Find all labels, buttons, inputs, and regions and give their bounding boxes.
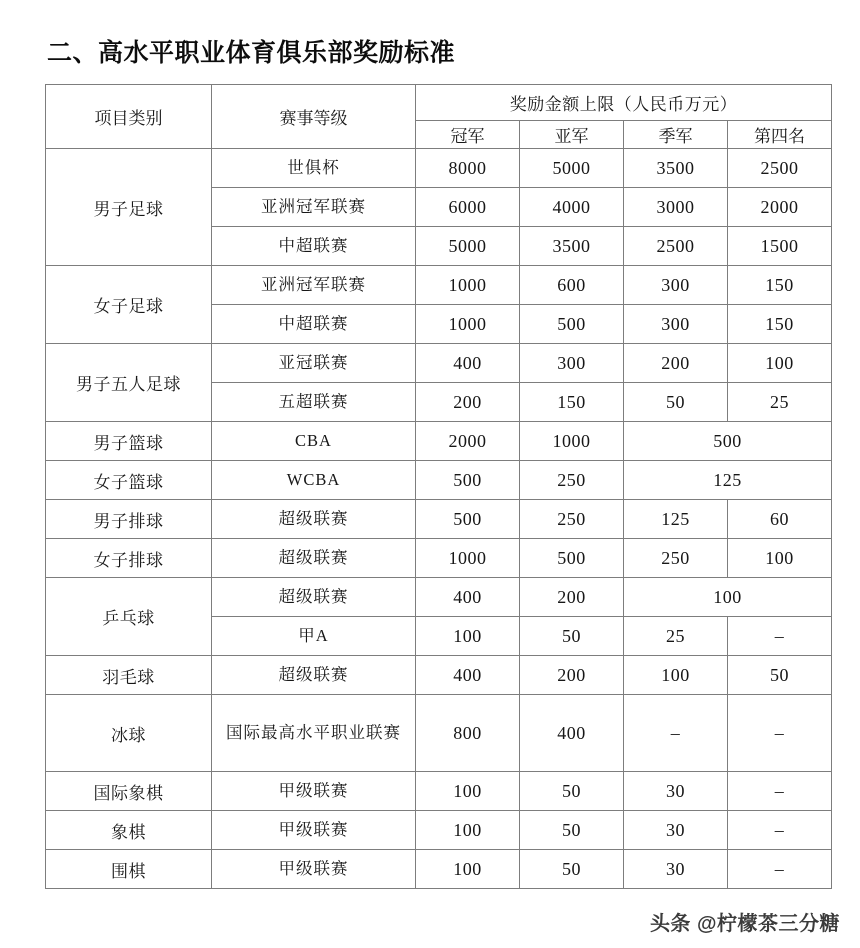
cell-amount-rank-2: 50 — [520, 617, 624, 656]
cell-amount-rank-1: 1000 — [416, 266, 520, 305]
cell-amount-rank-4: – — [728, 850, 832, 889]
cell-amount-rank-2: 4000 — [520, 188, 624, 227]
cell-amount-rank-2: 600 — [520, 266, 624, 305]
cell-amount-rank-2: 1000 — [520, 422, 624, 461]
table-row — [46, 850, 832, 889]
cell-level: 超级联赛 — [212, 539, 416, 578]
cell-amount-rank-4: 1500 — [728, 227, 832, 266]
table-row — [46, 422, 832, 461]
cell-level: 世俱杯 — [212, 149, 416, 188]
column-header-rank-3: 季军 — [624, 121, 728, 149]
table-row — [46, 811, 832, 850]
cell-amount-rank-4: – — [728, 695, 832, 772]
cell-amount-rank-3: 2500 — [624, 227, 728, 266]
cell-category: 男子五人足球 — [46, 344, 212, 422]
cell-amount-rank-3: 50 — [624, 383, 728, 422]
cell-category: 国际象棋 — [46, 772, 212, 811]
cell-category: 男子排球 — [46, 500, 212, 539]
table-row — [46, 695, 832, 772]
cell-amount-rank-3: 125 — [624, 461, 832, 500]
cell-amount-rank-3: 500 — [624, 422, 832, 461]
cell-amount-rank-1: 400 — [416, 344, 520, 383]
cell-amount-rank-3: 30 — [624, 772, 728, 811]
table-body — [46, 149, 832, 889]
cell-amount-rank-3: 30 — [624, 811, 728, 850]
cell-amount-rank-1: 400 — [416, 578, 520, 617]
column-header-level: 赛事等级 — [212, 85, 416, 149]
table-row — [46, 344, 832, 383]
cell-amount-rank-3: 3500 — [624, 149, 728, 188]
cell-level: 甲级联赛 — [212, 811, 416, 850]
table-row — [46, 772, 832, 811]
cell-amount-rank-3: 250 — [624, 539, 728, 578]
cell-amount-rank-4: 25 — [728, 383, 832, 422]
cell-category: 女子篮球 — [46, 461, 212, 500]
cell-amount-rank-2: 250 — [520, 461, 624, 500]
cell-amount-rank-1: 500 — [416, 500, 520, 539]
cell-amount-rank-3: 30 — [624, 850, 728, 889]
column-header-rank-4: 第四名 — [728, 121, 832, 149]
header-row-primary — [46, 85, 832, 121]
cell-amount-rank-3: 300 — [624, 305, 728, 344]
cell-level: 甲A — [212, 617, 416, 656]
cell-level: 中超联赛 — [212, 305, 416, 344]
cell-amount-rank-2: 200 — [520, 578, 624, 617]
cell-amount-rank-2: 250 — [520, 500, 624, 539]
cell-amount-rank-4: 50 — [728, 656, 832, 695]
cell-amount-rank-4: – — [728, 772, 832, 811]
cell-amount-rank-4: 60 — [728, 500, 832, 539]
cell-category: 羽毛球 — [46, 656, 212, 695]
cell-amount-rank-2: 50 — [520, 850, 624, 889]
cell-amount-rank-1: 6000 — [416, 188, 520, 227]
cell-category: 冰球 — [46, 695, 212, 772]
cell-amount-rank-2: 50 — [520, 772, 624, 811]
cell-amount-rank-1: 500 — [416, 461, 520, 500]
cell-amount-rank-1: 100 — [416, 850, 520, 889]
cell-amount-rank-4: 100 — [728, 539, 832, 578]
cell-amount-rank-3: 125 — [624, 500, 728, 539]
cell-level: 超级联赛 — [212, 656, 416, 695]
cell-category: 男子足球 — [46, 149, 212, 266]
cell-amount-rank-1: 8000 — [416, 149, 520, 188]
column-header-amount: 奖励金额上限（人民币万元） — [416, 85, 832, 121]
cell-level: 甲级联赛 — [212, 850, 416, 889]
cell-amount-rank-1: 400 — [416, 656, 520, 695]
cell-level: 甲级联赛 — [212, 772, 416, 811]
cell-amount-rank-1: 1000 — [416, 539, 520, 578]
cell-amount-rank-2: 150 — [520, 383, 624, 422]
table-row — [46, 500, 832, 539]
cell-amount-rank-1: 800 — [416, 695, 520, 772]
table-row — [46, 539, 832, 578]
cell-amount-rank-1: 2000 — [416, 422, 520, 461]
cell-amount-rank-1: 200 — [416, 383, 520, 422]
cell-level: WCBA — [212, 461, 416, 500]
cell-category: 象棋 — [46, 811, 212, 850]
cell-amount-rank-4: – — [728, 811, 832, 850]
cell-amount-rank-2: 500 — [520, 305, 624, 344]
award-standards-table — [45, 84, 832, 889]
cell-amount-rank-3: 100 — [624, 578, 832, 617]
table-header — [46, 85, 832, 149]
cell-amount-rank-3: 200 — [624, 344, 728, 383]
table-row — [46, 149, 832, 188]
cell-amount-rank-2: 5000 — [520, 149, 624, 188]
column-header-category: 项目类别 — [46, 85, 212, 149]
cell-amount-rank-1: 100 — [416, 811, 520, 850]
cell-level: 超级联赛 — [212, 500, 416, 539]
cell-amount-rank-4: – — [728, 617, 832, 656]
cell-amount-rank-2: 3500 — [520, 227, 624, 266]
cell-amount-rank-4: 2000 — [728, 188, 832, 227]
cell-amount-rank-2: 200 — [520, 656, 624, 695]
award-table-container — [45, 84, 831, 889]
column-header-rank-1: 冠军 — [416, 121, 520, 149]
page-title: 二、高水平职业体育俱乐部奖励标准 — [47, 39, 456, 67]
cell-amount-rank-3: 3000 — [624, 188, 728, 227]
cell-level: 亚洲冠军联赛 — [212, 266, 416, 305]
cell-category: 围棋 — [46, 850, 212, 889]
cell-level: CBA — [212, 422, 416, 461]
cell-level: 中超联赛 — [212, 227, 416, 266]
cell-amount-rank-1: 1000 — [416, 305, 520, 344]
cell-amount-rank-3: – — [624, 695, 728, 772]
cell-amount-rank-1: 5000 — [416, 227, 520, 266]
cell-amount-rank-2: 50 — [520, 811, 624, 850]
cell-amount-rank-1: 100 — [416, 772, 520, 811]
cell-amount-rank-4: 150 — [728, 305, 832, 344]
cell-category: 男子篮球 — [46, 422, 212, 461]
table-row — [46, 656, 832, 695]
cell-category: 女子排球 — [46, 539, 212, 578]
cell-amount-rank-3: 100 — [624, 656, 728, 695]
cell-amount-rank-2: 400 — [520, 695, 624, 772]
cell-level: 超级联赛 — [212, 578, 416, 617]
cell-amount-rank-3: 25 — [624, 617, 728, 656]
cell-category: 乒乓球 — [46, 578, 212, 656]
cell-amount-rank-1: 100 — [416, 617, 520, 656]
cell-amount-rank-2: 500 — [520, 539, 624, 578]
watermark: 头条 @柠檬茶三分糖 — [649, 913, 840, 935]
cell-level: 五超联赛 — [212, 383, 416, 422]
cell-amount-rank-4: 150 — [728, 266, 832, 305]
table-row — [46, 266, 832, 305]
cell-amount-rank-4: 2500 — [728, 149, 832, 188]
cell-amount-rank-4: 100 — [728, 344, 832, 383]
cell-amount-rank-2: 300 — [520, 344, 624, 383]
cell-level: 国际最高水平职业联赛 — [212, 695, 416, 772]
cell-level: 亚冠联赛 — [212, 344, 416, 383]
cell-level: 亚洲冠军联赛 — [212, 188, 416, 227]
cell-category: 女子足球 — [46, 266, 212, 344]
column-header-rank-2: 亚军 — [520, 121, 624, 149]
table-row — [46, 461, 832, 500]
table-row — [46, 578, 832, 617]
cell-amount-rank-3: 300 — [624, 266, 728, 305]
